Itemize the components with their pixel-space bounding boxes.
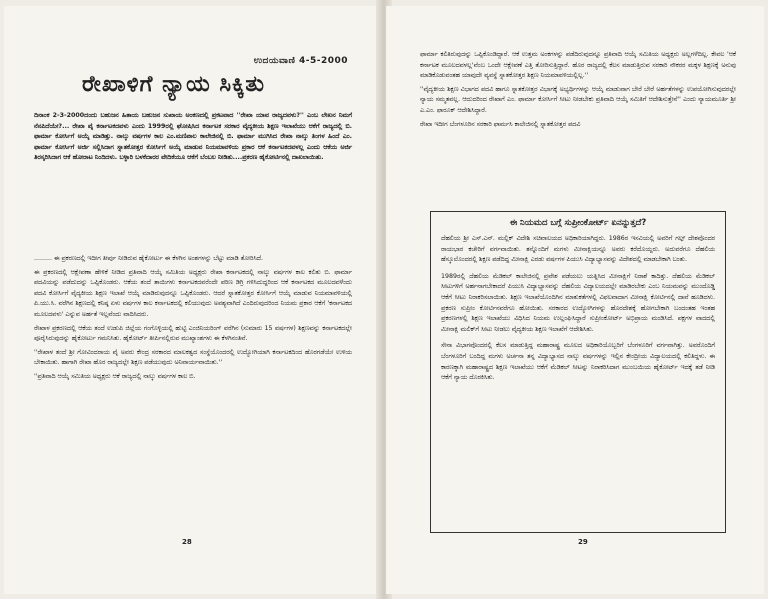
- paragraph: ......... ಈ ಪ್ರಕರಣದಲ್ಲಿ ಇದೀಗ ತೀರ್ಪು ನೀಡಿರುವ ಹೈಕೋರ್ಟು ಈ ಕೆಳಗಿನ ಅಂಶಗಳನ್ನು ಬೆಟ್ಟು ಮಾಡಿ ತೋರಿಸಿದೆ.: [34, 255, 264, 262]
- paragraph: ರೇಖಾಳ ಪ್ರಕರಣದಲ್ಲಿ ಆಕೆಯ ತಂದೆ ಉಡುಪಿ ಜಿಲ್ಲೆಯ ಗಂಗೊಳ್ಳಿಯಲ್ಲಿ ಹುಟ್ಟಿ ಎಂಜಿನಿಯರಿಂಗ್ ವರೆಗಿನ (ಸುಮಾರು 15 ವರ್ಷಗಳ) ಶಿಕ್ಷಣವನ್ನು ಕರ್ನಾಟಕದಲ್ಲೇ ಪೂರೈಸಿರುವುದನ್ನು ಹೈಕೋರ್ಟು ಗಮನಿಸಿತು. ಹೈಕೋರ್ಟ್ ತೀರ್ಪಿನಲ್ಲಿರುವ ಮುಖ್ಯಾಂಶಗಳು ಈ ಕೆಳಗಿನಂತಿವೆ.: [34, 324, 352, 343]
- paragraph: ಫಾರ್ಮಾ ಕಲಿತಿರುವುದನ್ನು ಒಪ್ಪಿಕೊಂಡಿದ್ದಾರೆ. ಆಕೆ ಉತ್ತಮ ಅಂಕಗಳನ್ನು ಪಡೆದಿರುವುದನ್ನೂ ಪ್ರತಿವಾದಿ ಆಯ್ಕೆ ಸಮಿತಿಯ ಅಧ್ಯಕ್ಷರು ಅಲ್ಲಗಳೆದಿಲ್ಲ. ಕೇವಲ 'ಆಕೆ ಕರ್ನಾಟಕ ಮೂಲದವಳಲ್ಲ'ವೆಂಬ ಒಂದೇ ಆಕ್ಷೇಪಣೆ ಎತ್ತಿ ತೋರಿಸುತ್ತಿದ್ದಾರೆ. ಹೊರ ರಾಜ್ಯದಲ್ಲಿ ಕೆಲಸ ಮಾಡುತ್ತಿರುವ ಸರಕಾರಿ ನೌಕರರ ಮಕ್ಕಳ ಶಿಕ್ಷಣಕ್ಕೆ ಅನುವು ಮಾಡಿಕೊಡುವಂತಹ ಯಾವುದೇ ವ್ಯವಸ್ಥೆ ಸ್ನಾತಕೋತ್ತರ ಶಿಕ್ಷಣ ನಿಯಮಾವಳಿಯಲ್ಲಿಲ್ಲ.'': [420, 51, 736, 80]
- page-number: 29: [578, 538, 588, 546]
- page-number: 28: [182, 538, 192, 546]
- article-body-left: [34, 254, 352, 383]
- paragraph: ''ವೈದ್ಯಕೀಯ ಶಿಕ್ಷಣ ವಿಭಾಗದ ಪದವಿ ಹಾಗೂ ಸ್ನಾತಕೋತ್ತರ ವಿಭಾಗಕ್ಕೆ ಅಭ್ಯರ್ಥಿಗಳನ್ನು ಆಯ್ಕೆ ಮಾಡುವಾಗ ಬೇರೆ ಬೇರೆ ಅರ್ಹತೆಗಳನ್ನು ಉಪಯೋಗಿಸುವುದರಲ್ಲೇ ನ್ಯಾಯ ಸಮ್ಮತವಲ್ಲ. ಆದುದರಿಂದ ರೇಖಾಗೆ ಎಂ. ಫಾರ್ಮಾ ಕೋರ್ಸಿಗೆ ಸೀಟು ನೀಡಬೇಕು ಪ್ರತಿವಾದಿ ಆಯ್ಕೆ ಸಮಿತಿಗೆ ಆದೇಶಿಸುತ್ತೇನೆ'' ಎಂದು ನ್ಯಾಯಮೂರ್ತಿ ಶ್ರೀ ಎ.ಎಂ. ಫಾರೂಕ್ ಆದೇಶಿಸಿದ್ದಾರೆ.: [420, 85, 736, 114]
- paragraph: ''ರೇಖಾಳ ತಂದೆ ಶ್ರೀ ಗೋವಿಂದರಾಯ ಪೈ ಅವರು ಕೇಂದ್ರ ಸರಕಾರದ ಮಾಲಕತ್ವದ ಸಂಸ್ಥೆಯೊಂದರಲ್ಲಿ ಉದ್ಯೋಗಿಯಾಗಿ ಕರ್ನಾಟಕದಿಂದ ಹೊರಗಡೆಯೇ ಉಳಿಯ ಬೇಕಾಯಿತು. ಹಾಗಾಗಿ ರೇಖಾ ಹೊರ ರಾಜ್ಯದಲ್ಲೇ ಶಿಕ್ಷಣ ಪಡೆಯುವುದು ಅನಿವಾರ್ಯವಾಯಿತು.'': [34, 348, 352, 367]
- lead-paragraph: ದಿನಾಂಕ 2-3-2000ದಂದು ಬಹುಜನ ಹಿತಾಯ ಬಹುಜನ ಸುಖಾಯ ಅಂಕಣದಲ್ಲಿ ಪ್ರಕಟವಾದ ''ರೇಖಾ ಯಾವ ರಾಜ್ಯದವಳು?'' ಎಂಬ ಲೇಖನ ನಿಮಗೆ ನೆನಪಿದೆಯೇ?... ರೇಖಾ ಪೈ ಕರ್ನಾಟಕದವಳು ಎಂದು 1999ರಲ್ಲಿ ಘೋಷಿಸಿದ ಕರ್ನಾಟಕ ಸರಕಾರ ವೈದ್ಯಕೀಯ ಶಿಕ್ಷಣ ಇಲಾಖೆಯು ಆಕೆಗೆ ರಾಜ್ಯದಲ್ಲಿ ಬಿ. ಫಾರ್ಮಾ ಕೋರ್ಸಿಗೆ ಅಯ್ಕೆ ಮಾಡಿತ್ತು. ನಾಲ್ಕು ವರ್ಷಗಳ ಕಾಲ ಎಂ.ಮಣಿಪಾಲ ಕಾಲೇಜಿನಲ್ಲಿ ಬಿ. ಫಾರ್ಮಾ ಮುಗಿಸಿದ ರೇಖಾ ನಾಲ್ಕು ತಿಂಗಳ ಹಿಂದೆ ಎಂ. ಫಾರ್ಮಾ ಕೋರ್ಸಿಗೆ ಅರ್ಜಿ ಸಲ್ಲಿಸಿದಾಗ ಸ್ನಾತಕೋತ್ತರ ಕೋರ್ಸಿಗೆ ಅಯ್ಕೆ ಮಾಡುವ ನಿಯಮಾವಳಿಯ ಪ್ರಕಾರ ಆಕೆ ಕರ್ನಾಟಕದವಳಲ್ಲ ಎಂದು ಆಕೆಯ ಅರ್ಜಿ ತಿರಸ್ಕರಿಸಿದಾಗ ಆಕೆ ಹೋರಾಟ ನಿಂದಿದಳು. ಬಳ್ಳಾರಿ ಬಳಕೆದಾರರ ವೇದಿಕೆಯೂ ಆಕೆಗೆ ಬೆಂಬಲ ನೀಡಿತು....ಪ್ರಕರಣ ಹೈಕೋರ್ಟಿನಲ್ಲಿ ದಾಖಲಾಯಿತು.: [34, 112, 352, 162]
- box-title: ಈ ನಿಯಮದ ಬಗ್ಗೆ ಸುಪ್ರೀಂಕೋರ್ಟ್ ಏನನ್ನುತ್ತದೆ?: [509, 218, 647, 228]
- article-lead: [34, 111, 352, 164]
- left-page: [4, 6, 382, 594]
- paragraph: ರೇಖಾ ಇದೀಗ ಬೆಂಗಳೂರಿನ ಸರಕಾರಿ ಫಾರ್ಮಸಿ ಕಾಲೇಜಿನಲ್ಲಿ ಸ್ನಾತಕೋತ್ತರ ಪದವಿ: [420, 120, 581, 128]
- article-body-right: [420, 50, 736, 130]
- paragraph: ಈ ಪ್ರಕರಣದಲ್ಲಿ ಆಕ್ಷೇಪಣಾ ಹೇಳಿಕೆ ನೀಡಿದ ಪ್ರತಿವಾದಿ ಆಯ್ಕೆ ಸಮಿತಿಯ ಅಧ್ಯಕ್ಷರು ರೇಖಾ ಕರ್ನಾಟಕದಲ್ಲಿ ನಾಲ್ಕು ವರ್ಷಗಳ ಕಾಲ ಕಲಿತು ಬಿ. ಫಾರ್ಮಾ ಪದವಿಯನ್ನು ಪಡೆದುದನ್ನು ಒಪ್ಪಿಕೊಂಡರು. ಆಕೆಯ ತಂದೆ ತಾಯಿಗಳು ಕರ್ನಾಟಕದವರೆಂದೇ ಪರಿಣ ಡಿಗ್ರಿ ಗಳಿಸಿದುದ್ದರಿಂದ ಆಕೆ ಕರ್ನಾಟಕದ ಮೂಲದವಳೆಂದು ಪದವಿ ಕೋರ್ಸಿಗೆ ವೈದ್ಯಕೀಯ ಶಿಕ್ಷಣ ಇಲಾಖೆ ಆಯ್ಕೆ ಮಾಡಿರುವುದನ್ನೂ ಒಪ್ಪಿಕೊಂಡರು. ಆದರೆ ಸ್ನಾತಕೋತ್ತರ ಕೋರ್ಸಿಗೆ ಆಯ್ಕೆ ಮಾಡುವ ನಿಯಮಾವಳಿಯಲ್ಲಿ ಪಿ.ಯು.ಸಿ. ವರೆಗಿನ ಶಿಕ್ಷಣದಲ್ಲಿ ಕನಿಷ್ಠ ಏಳು ವರ್ಷಗಳ ಕಾಲ ಕರ್ನಾಟಕದಲ್ಲಿ ಕಲಿಯುವುದು ಅವಶ್ಯವಾಗಿದೆ ಎಂದಿರುವುದರಿಂದ ನಿಯಮ ಪ್ರಕಾರ ಆಕೆಗೆ 'ಕರ್ನಾಟಕದ ಮೂಲದವಳು' ಎನ್ನುವ ಅರ್ಹತೆ ಇಲ್ಲವೆಂದು ವಾದಿಸಿದರು.: [34, 268, 352, 318]
- headline: ರೇಖಾಳಿಗೆ ನ್ಯಾಯ ಸಿಕ್ಕಿತು: [82, 72, 266, 97]
- paragraph: ''ಪ್ರತಿವಾದಿ ಆಯ್ಕೆ ಸಮಿತಿಯ ಅಧ್ಯಕ್ಷರು ಆಕೆ ರಾಜ್ಯದಲ್ಲಿ ನಾಲ್ಕು ವರ್ಷಗಳ ಕಾಲ ಬಿ.: [34, 372, 196, 380]
- box-paragraph: ಸೇನಾ ವಿಭಾಗವೊಂದರಲ್ಲಿ ಕೆಲಸ ಮಾಡುತ್ತಿದ್ದ ಮಹಾರಾಷ್ಟ್ರ ಮೂಲದ ಅಧಿಕಾರಿಯೊಬ್ಬರಿಗೆ ಬೆಂಗಳೂರಿಗೆ ವರ್ಗವಾಗಿತ್ತು. ಅವರೊಂದಿಗೆ ಬೆಂಗಳೂರಿಗೆ ಬಂದಿದ್ದ ಮಗಳು ಅರ್ಚನಾ ತನ್ನ ವಿದ್ಯಾಭ್ಯಾಸದ ನಾಲ್ಕು ವರ್ಷಗಳನ್ನು ಇಲ್ಲಿನ ಕೇಂದ್ರೀಯ ವಿದ್ಯಾಲಯದಲ್ಲಿ ಕಲಿತಿದ್ದಳು. ಈ ಕಾರಣಕ್ಕಾಗಿ ಮಹಾರಾಷ್ಟ್ರದ ಶಿಕ್ಷಣ ಇಲಾಖೆಯು ಆಕೆಗೆ ಮೆಡಿಕಲ್ ಸೀಟನ್ನು ನಿರಾಕರಿಸಿದಾಗ ಮುಂಬಯಿಯ ಹೈಕೋರ್ಟ್ ಇದಕ್ಕೆ ತಡೆ ನೀಡಿ ಆಕೆಗೆ ನ್ಯಾಯ ದೊರಕಿಸಿತು.: [441, 342, 715, 382]
- supreme-court-box: [430, 211, 726, 533]
- box-paragraph: ದೆಹಲಿಯ ಶ್ರೀ ಎಸ್.ಎನ್. ಮಲ್ಲಿಕ್ ವಿದೇಶಿ ಸಚಿವಾಲಯದ ಅಧಿಕಾರಿಯಾಗಿದ್ದರು. 1986ರ ಇಸವಿಯಲ್ಲಿ ಅವರಿಗೆ ಗಲ್ಫ್ ದೇಶವೊಂದರ ರಾಯಭಾರ ಕಚೇರಿಗೆ ವರ್ಗವಾಯಿತು. ತನ್ನೊಂದಿಗೆ ಮಗಳು ಮೀನಾಕ್ಷಿಯನ್ನೂ ಅವರು ಕರೆದೊಯ್ದರು. ಅದುವರೆಗೂ ದೆಹಲಿಯ ಹೆಸ್ಕೂಲೊಂದರಲ್ಲಿ ಶಿಕ್ಷಣ ಪಡೆದಿದ್ದ ಮೀನಾಕ್ಷಿ ಎರಡು ವರ್ಷಗಳ ಪಿಯುಸಿ ವಿದ್ಯಾಭ್ಯಾಸವನ್ನು ವಿದೇಶದಲ್ಲಿ ಮಾಡಬೇಕಾಗಿ ಬಂತು.: [441, 235, 715, 264]
- box-paragraph: 1989ರಲ್ಲಿ ದೆಹಲಿಯ ಮೆಡಿಕಲ್ ಕಾಲೇಜಿನಲ್ಲಿ ಪ್ರವೇಶ ಪಡೆಯಲು ಯತ್ನಿಸಿದ ಮೀನಾಕ್ಷಿಗೆ ನಿರಾಶೆ ಕಾದಿತ್ತು. ದೆಹಲಿಯ ಮೆಡಿಕಲ್ ಸೀಟುಗಳಿಗೆ ಅರ್ಹನಾಗಬೇಕಾದರೆ ಪಿಯುಸಿ ವಿದ್ಯಾಭ್ಯಾಸವನ್ನು ದೆಹಲಿಯ ವಿದ್ಯಾಲಯದಲ್ಲೇ ಮಾಡಿರಬೇಕು ಎಂಬ ನಿಯಮವನ್ನು ಮುಂದೊಡ್ಡಿ ಆಕೆಗೆ ಸೀಟು ನಿರಾಕರಿಸಲಾಯಿತು. ಶಿಕ್ಷಣ ಇಲಾಖೆಯೊಂದಿಗಿನ ಮಾತುಕತೆಗಳಲ್ಲಿ ವಿಫಲವಾದಾಗ ಮೀನಾಕ್ಷಿ ಕೋರ್ಟಿನಲ್ಲಿ ದಾವೆ ಹೂಡಿದಳು. ಪ್ರಕರಣ ಸುಪ್ರೀಂ ಕೋರ್ಟಿನವರೆಗೂ ಹೋಯಿತು. ಸರಕಾರದ ಉದ್ಯೋಗಿಗಳನ್ನು ಹೊರದೇಶಕ್ಕೆ ಹೋಗಬೇಕಾಗಿ ಬಂದಂತಹ ಇಂತಹ ಪ್ರಕರಣಗಳಲ್ಲಿ ಶಿಕ್ಷಣ ಇಲಾಖೆಯು ವಿಧಿಸಿದ ನಿಯಮ ಉಲ್ಲಂಘಿಸಿದ್ದಾರೆ ಸುಪ್ರೀಂಕೋರ್ಟ್ ಅಭಿಪ್ರಾಯ ಮಂಡಿಸಿದೆ. ಪಕ್ಷಗಳ ವಾದದಲ್ಲಿ ಮೀನಾಕ್ಷಿ ಮಲಿಕ್‌ಗೆ ಸೀಟು ನೀಡಲು ವೈದ್ಯಕೀಯ ಶಿಕ್ಷಣ ಇಲಾಖೆಗೆ ಆದೇಶಿಸಿತು.: [441, 272, 715, 333]
- dateline: ಉದಯವಾಣಿ 4-5-2000: [253, 56, 348, 66]
